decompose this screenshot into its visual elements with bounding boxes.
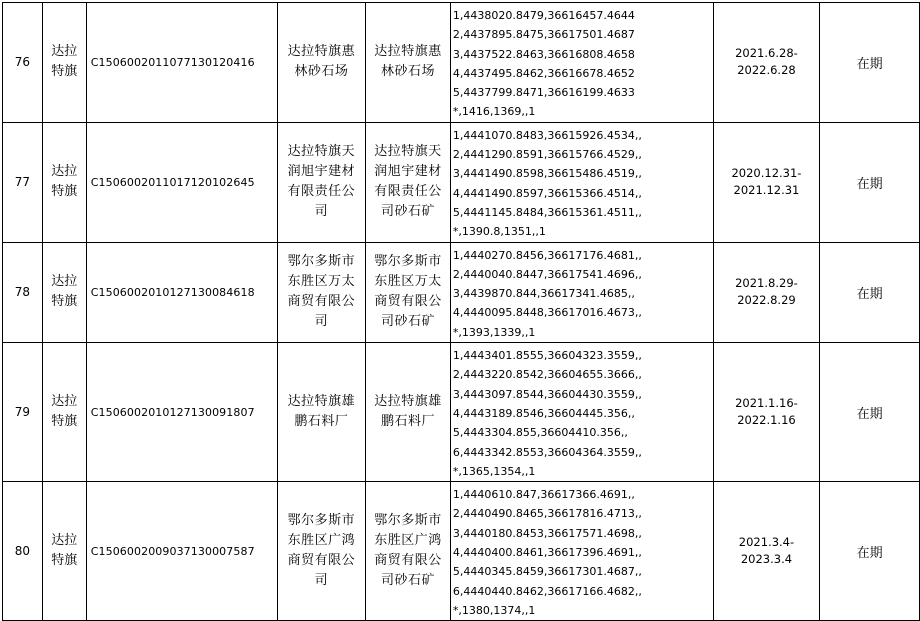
region-cell: 达拉 特旗 (42, 482, 86, 621)
region-cell: 达拉 特旗 (42, 343, 86, 482)
coordinate-line: 3,4440180.8453,36617571.4698,, (452, 526, 642, 540)
mining-license-table (2, 2, 920, 621)
license-number: C1506002011017120102645 (86, 122, 277, 242)
coordinate-line: 2,4443220.8542,36604655.3666,, (452, 368, 642, 382)
license-number: C1506002009037130007587 (86, 482, 277, 621)
coordinate-line: 3,4437522.8463,36616808.4658 (452, 47, 635, 61)
coordinate-line: 1,4440270.8456,36617176.4681,, (452, 248, 642, 262)
mining-license-table-container (2, 2, 920, 621)
coordinate-line: 5,4437799.8471,36616199.4633 (452, 86, 635, 100)
coordinate-line: 6,4440440.8462,36617166.4682,, (452, 584, 642, 598)
table-row (3, 3, 920, 123)
region-cell: 达拉 特旗 (42, 122, 86, 242)
coordinate-line: *,1380,1374,,1 (452, 603, 536, 617)
validity-period: 2021.3.4- 2023.3.4 (713, 482, 820, 621)
license-number: C1506002011077130120416 (86, 3, 277, 123)
coordinate-line: *,1390.8,1351,,1 (452, 225, 546, 239)
mine-name: 鄂尔多斯市 东胜区广鸿 商贸有限公 司砂石矿 (366, 482, 451, 621)
row-number: 78 (3, 242, 43, 342)
mine-name: 达拉特旗雄 鹏石料厂 (366, 343, 451, 482)
license-number: C1506002010127130091807 (86, 343, 277, 482)
coordinate-line: *,1365,1354,,1 (452, 464, 536, 478)
coordinate-line: 3,4439870.844,36617341.4685,, (452, 287, 635, 301)
validity-period: 2021.8.29- 2022.8.29 (713, 242, 820, 342)
mine-name: 达拉特旗惠 林砂石场 (366, 3, 451, 123)
status-cell: 在期 (820, 242, 920, 342)
coordinate-line: 2,4440490.8465,36617816.4713,, (452, 507, 642, 521)
coordinate-line: 1,4438020.8479,36616457.4644 (452, 9, 635, 22)
coordinate-line: 1,4441070.8483,36615926.4534,, (452, 128, 642, 142)
coordinate-line: 1,4440610.847,36617366.4691,, (452, 488, 635, 502)
coordinate-line: 2,4440040.8447,36617541.4696,, (452, 267, 642, 281)
status-cell: 在期 (820, 482, 920, 621)
status-cell: 在期 (820, 3, 920, 123)
coordinate-line: 3,4443097.8544,36604430.3559,, (452, 387, 642, 401)
coordinate-line: 2,4441290.8591,36615766.4529,, (452, 148, 642, 162)
row-number: 79 (3, 343, 43, 482)
coordinate-line: 1,4443401.8555,36604323.3559,, (452, 349, 642, 363)
row-number: 77 (3, 122, 43, 242)
row-number: 76 (3, 3, 43, 123)
coordinate-line: *,1416,1369,,1 (452, 105, 536, 119)
holder-name: 达拉特旗惠 林砂石场 (277, 3, 366, 123)
coordinates-cell (450, 122, 713, 242)
coordinate-line: 4,4440400.8461,36617396.4691,, (452, 546, 642, 560)
coordinate-line: 2,4437895.8475,36617501.4687 (452, 28, 635, 42)
validity-period: 2021.1.16- 2022.1.16 (713, 343, 820, 482)
table-row (3, 343, 920, 482)
coordinate-line: 5,4443304.855,36604410.356,, (452, 426, 628, 440)
coordinate-line: 3,4441490.8598,36615486.4519,, (452, 167, 642, 181)
coordinate-line: 4,4437495.8462,36616678.4652 (452, 66, 635, 80)
mine-name: 鄂尔多斯市 东胜区万太 商贸有限公 司砂石矿 (366, 242, 451, 342)
coordinate-line: 4,4441490.8597,36615366.4514,, (452, 186, 642, 200)
coordinates-cell (450, 3, 713, 123)
region-cell: 达拉 特旗 (42, 3, 86, 123)
table-body (3, 3, 920, 621)
mine-name: 达拉特旗天 润旭宇建材 有限责任公 司砂石矿 (366, 122, 451, 242)
row-number: 80 (3, 482, 43, 621)
coordinates-cell (450, 242, 713, 342)
holder-name: 鄂尔多斯市 东胜区万太 商贸有限公 司 (277, 242, 366, 342)
coordinate-line: 5,4440345.8459,36617301.4687,, (452, 565, 642, 579)
region-cell: 达拉 特旗 (42, 242, 86, 342)
table-row (3, 242, 920, 342)
holder-name: 达拉特旗雄 鹏石料厂 (277, 343, 366, 482)
license-number: C1506002010127130084618 (86, 242, 277, 342)
validity-period: 2020.12.31- 2021.12.31 (713, 122, 820, 242)
coordinates-cell (450, 482, 713, 621)
coordinates-cell (450, 343, 713, 482)
coordinate-line: 6,4443342.8553,36604364.3559,, (452, 445, 642, 459)
table-row (3, 122, 920, 242)
status-cell: 在期 (820, 343, 920, 482)
coordinate-line: 4,4440095.8448,36617016.4673,, (452, 306, 642, 320)
coordinate-line: 4,4443189.8546,36604445.356,, (452, 406, 635, 420)
holder-name: 达拉特旗天 润旭宇建材 有限责任公 司 (277, 122, 366, 242)
coordinate-line: *,1393,1339,,1 (452, 325, 536, 339)
holder-name: 鄂尔多斯市 东胜区广鸿 商贸有限公 司 (277, 482, 366, 621)
status-cell: 在期 (820, 122, 920, 242)
coordinate-line: 5,4441145.8484,36615361.4511,, (452, 205, 642, 219)
table-row (3, 482, 920, 621)
validity-period: 2021.6.28- 2022.6.28 (713, 3, 820, 123)
